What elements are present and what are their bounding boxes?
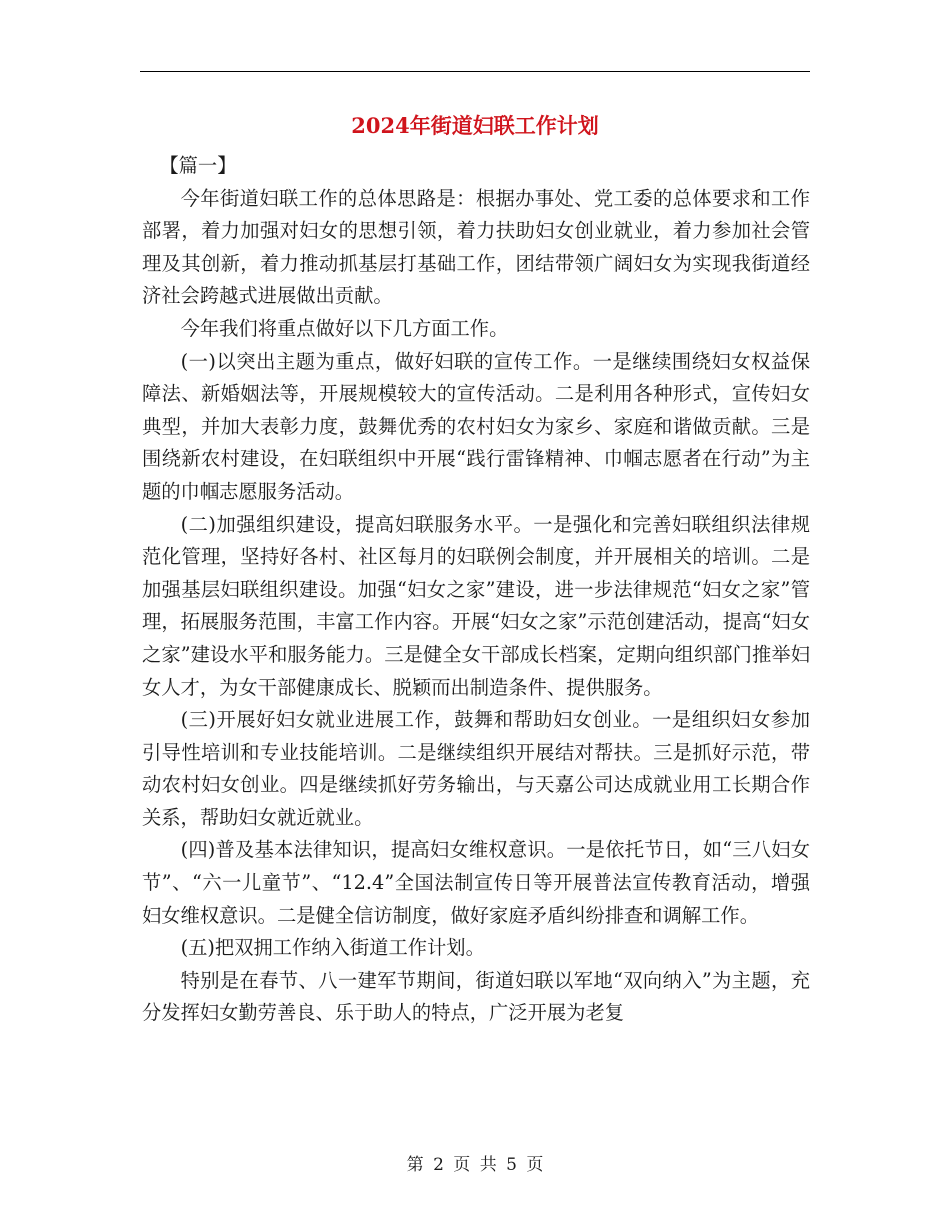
header-rule (140, 71, 810, 72)
paragraph-item-5-detail: 特别是在春节、八一建军节期间，街道妇联以军地“双向纳入”为主题，充分发挥妇女勤劳善良、乐于助人的特点，广泛开展为老复 (142, 968, 810, 1025)
document-title: 2024年街道妇联工作计划 (351, 113, 599, 138)
page-number-footer: 第 2 页 共 5 页 (406, 1155, 544, 1175)
paragraph-item-5: (五)把双拥工作纳入街道工作计划。 (180, 936, 485, 960)
paragraph-item-1: (一)以突出主题为重点，做好妇联的宣传工作。一是继续围绕妇女权益保障法、新婚姻法等，开展规模较大的宣传活动。二是利用各种形式，宣传妇女典型，并加大表彰力度，鼓舞优秀的农村妇女为家乡、家庭和谐做贡献。三是围绕新农村建设，在妇联组织中开展“践行雷锋精神、巾帼志愿者在行动”为主题的巾帼志愿服务活动。 (142, 349, 810, 503)
paragraph-overview: 今年街道妇联工作的总体思路是：根据办事处、党工委的总体要求和工作部署，着力加强对妇女的思想引领，着力扶助妇女创业就业，着力参加社会管理及其创新，着力推动抓基层打基础工作，团结带领广阔妇女为实现我街道经济社会跨越式进展做出贡献。 (142, 186, 810, 308)
document-body (142, 150, 810, 1030)
section-label: 【篇一】 (159, 154, 237, 177)
paragraph-intro: 今年我们将重点做好以下几方面工作。 (180, 316, 509, 340)
paragraph-item-4: (四)普及基本法律知识，提高妇女维权意识。一是依托节日，如“三八妇女节”、“六一儿童节”、“12.4”全国法制宣传日等开展普法宣传教育活动，增强妇女维权意识。二是健全信访制度，做好家庭矛盾纠纷排查和调解工作。 (142, 838, 810, 927)
paragraph-item-3: (三)开展好妇女就业进展工作，鼓舞和帮助妇女创业。一是组织妇女参加引导性培训和专业技能培训。二是继续组织开展结对帮扶。三是抓好示范，带动农村妇女创业。四是继续抓好劳务输出，与天嘉公司达成就业用工长期合作关系，帮助妇女就近就业。 (142, 708, 810, 829)
paragraph-item-2: (二)加强组织建设，提高妇联服务水平。一是强化和完善妇联组织法律规范化管理，坚持好各村、社区每月的妇联例会制度，并开展相关的培训。二是加强基层妇联组织建设。加强“妇女之家”建设，进一步法律规范“妇女之家”管理，拓展服务范围，丰富工作内容。开展“妇女之家”示范创建活动，提高“妇女之家”建设水平和服务能力。三是健全女干部成长档案，定期向组织部门推举妇女人才，为女干部健康成长、脱颖而出制造条件、提供服务。 (142, 512, 810, 699)
